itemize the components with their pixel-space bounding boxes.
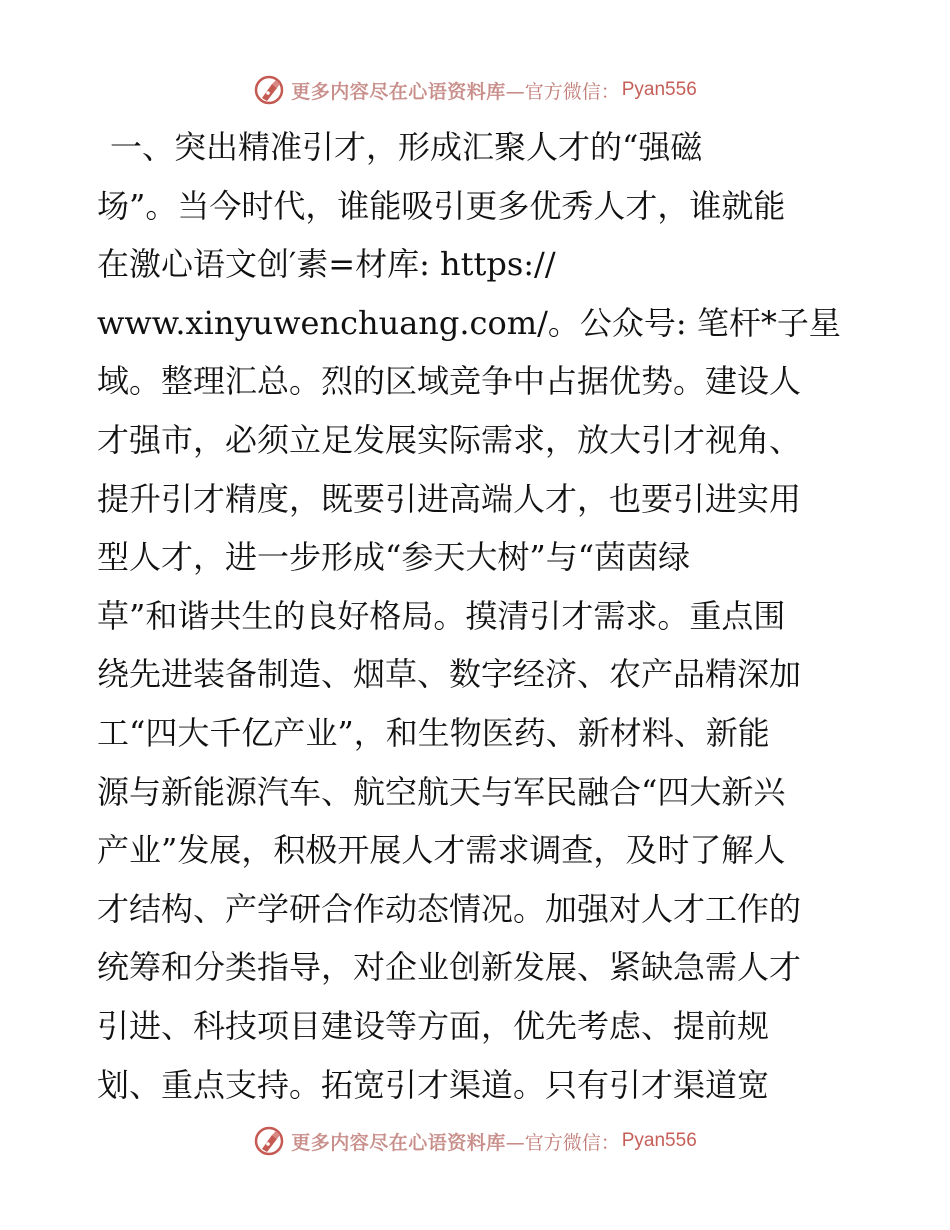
footer-watermark <box>0 1124 950 1158</box>
text-line: 域。整理汇总。烈的区域竞争中占据优势。建设人 <box>97 362 802 401</box>
pen-nib-logo-icon <box>253 74 285 106</box>
text-line: 工“四大千亿产业”，和生物医药、新材料、新能 <box>97 713 770 752</box>
watermark-sub-text: —官方微信： <box>505 80 620 103</box>
text-line: 源与新能源汽车、航空航天与军民融合“四大新兴 <box>97 772 786 811</box>
body-paragraph <box>97 118 857 1114</box>
text-line: 在激心语文创′素=材库: https:// <box>97 245 556 284</box>
text-line: 场”。当今时代，谁能吸引更多优秀人才，谁就能 <box>97 186 786 225</box>
text-line: 才强市，必须立足发展实际需求，放大引才视角、 <box>97 420 802 459</box>
pen-nib-logo-icon <box>253 1125 285 1157</box>
watermark-sub-text: —官方微信： <box>505 1131 620 1154</box>
text-line: 一、突出精准引才，形成汇聚人才的“强磁 <box>110 128 703 166</box>
text-line: 才结构、产学研合作动态情况。加强对人才工作的 <box>97 889 802 928</box>
watermark-main-text: 更多内容尽在心语资料库 <box>291 80 506 103</box>
header-watermark <box>0 73 950 107</box>
text-line: 绕先进装备制造、烟草、数字经济、农产品精深加 <box>97 655 802 694</box>
text-line: 提升引才精度，既要引进高端人才，也要引进实用 <box>97 479 802 518</box>
text-line: 型人才，进一步形成“参天大树”与“茵茵绿 <box>97 538 691 577</box>
text-line: 引进、科技项目建设等方面，优先考虑、提前规 <box>97 1006 770 1045</box>
text-line: www.xinyuwenchuang.com/。公众号: 笔杆*子星 <box>97 303 841 342</box>
watermark-main-text: 更多内容尽在心语资料库 <box>291 1131 506 1154</box>
watermark-id-text: Pyan556 <box>621 1130 697 1151</box>
text-line: 草”和谐共生的良好格局。摸清引才需求。重点围 <box>97 596 786 635</box>
watermark-id-text: Pyan556 <box>621 79 697 100</box>
text-line: 产业”发展，积极开展人才需求调查，及时了解人 <box>97 831 786 870</box>
text-line: 统筹和分类指导，对企业创新发展、紧缺急需人才 <box>97 948 802 987</box>
text-line: 划、重点支持。拓宽引才渠道。只有引才渠道宽 <box>97 1065 770 1104</box>
